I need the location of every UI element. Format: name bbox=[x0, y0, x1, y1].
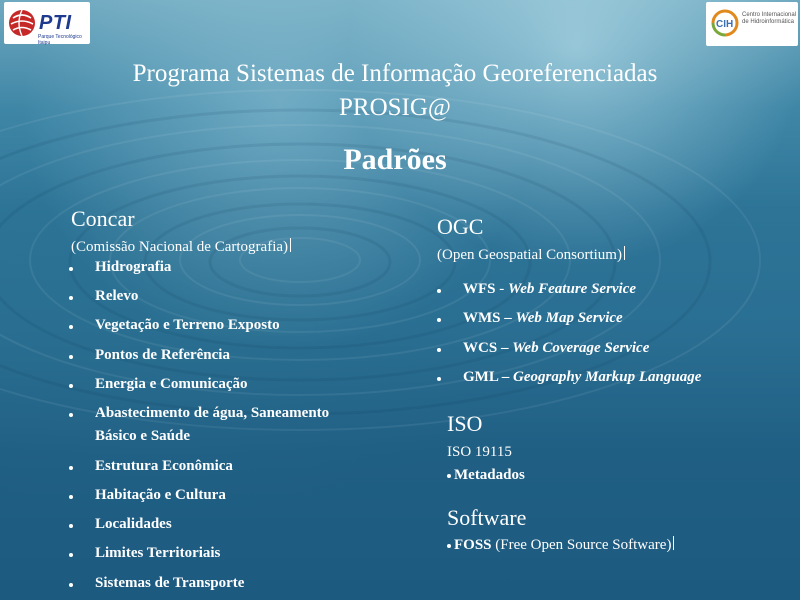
cih-brand: CIH bbox=[716, 19, 734, 30]
bullet-icon bbox=[437, 318, 441, 322]
bullet-icon bbox=[69, 296, 73, 300]
concar-item: Limites Territoriais bbox=[95, 542, 220, 564]
concar-item-continuation: Básico e Saúde bbox=[95, 428, 191, 444]
ogc-item: GML – Geography Markup Language bbox=[463, 366, 701, 388]
cih-logo bbox=[706, 2, 798, 46]
ogc-item: WMS – Web Map Service bbox=[463, 307, 623, 329]
bullet-icon bbox=[69, 583, 73, 587]
bullet-icon bbox=[69, 325, 73, 329]
concar-item: Energia e Comunicação bbox=[95, 373, 247, 395]
concar-item: Abastecimento de água, Saneamento bbox=[95, 402, 329, 424]
cih-tagline-line2: de Hidroinformática bbox=[742, 19, 795, 25]
ogc-item: WCS – Web Coverage Service bbox=[463, 337, 649, 359]
slide-title-acronym: PROSIG@ bbox=[339, 94, 451, 121]
iso-code: ISO 19115 bbox=[447, 444, 512, 460]
software-heading: Software bbox=[447, 505, 527, 530]
concar-item: Habitação e Cultura bbox=[95, 484, 226, 506]
software-item: FOSS (Free Open Source Software) bbox=[447, 536, 675, 554]
concar-heading: Concar bbox=[71, 206, 135, 231]
iso-heading: ISO bbox=[447, 411, 483, 436]
ogc-subtitle: (Open Geospatial Consortium) bbox=[437, 246, 626, 264]
cih-mark-icon bbox=[708, 6, 742, 40]
concar-subtitle: (Comissão Nacional de Cartografia) bbox=[71, 238, 292, 256]
ogc-item: WFS - Web Feature Service bbox=[463, 278, 636, 300]
bullet-icon bbox=[69, 267, 73, 271]
cih-tagline bbox=[742, 12, 796, 26]
bullet-icon bbox=[447, 544, 451, 548]
bullet-icon bbox=[69, 413, 73, 417]
concar-item: Vegetação e Terreno Exposto bbox=[95, 314, 280, 336]
slide-title: Programa Sistemas de Informação Georeferenciadas bbox=[132, 60, 658, 87]
bullet-icon bbox=[69, 466, 73, 470]
pti-brand: PTI bbox=[39, 11, 72, 34]
concar-item: Sistemas de Transporte bbox=[95, 572, 244, 594]
concar-item: Relevo bbox=[95, 285, 138, 307]
concar-item: Estrutura Econômica bbox=[95, 455, 233, 477]
bullet-icon bbox=[437, 377, 441, 381]
pti-tagline: Parque Tecnológico Itaipu bbox=[38, 34, 82, 46]
slide-heading: Padrões bbox=[343, 143, 447, 176]
bullet-icon bbox=[437, 348, 441, 352]
bullet-icon bbox=[69, 524, 73, 528]
bullet-icon bbox=[447, 474, 451, 478]
iso-item: Metadados bbox=[447, 467, 525, 484]
concar-item: Localidades bbox=[95, 513, 172, 535]
globe-icon bbox=[7, 8, 37, 38]
bullet-icon bbox=[69, 495, 73, 499]
cih-tagline-line1: Centro Internacional bbox=[742, 12, 797, 18]
bullet-icon bbox=[69, 355, 73, 359]
concar-item: Pontos de Referência bbox=[95, 344, 230, 366]
bullet-icon bbox=[69, 384, 73, 388]
ogc-heading: OGC bbox=[437, 214, 484, 239]
bullet-icon bbox=[69, 553, 73, 557]
bullet-icon bbox=[437, 289, 441, 293]
concar-item: Hidrografia bbox=[95, 256, 171, 278]
pti-logo bbox=[4, 2, 90, 44]
